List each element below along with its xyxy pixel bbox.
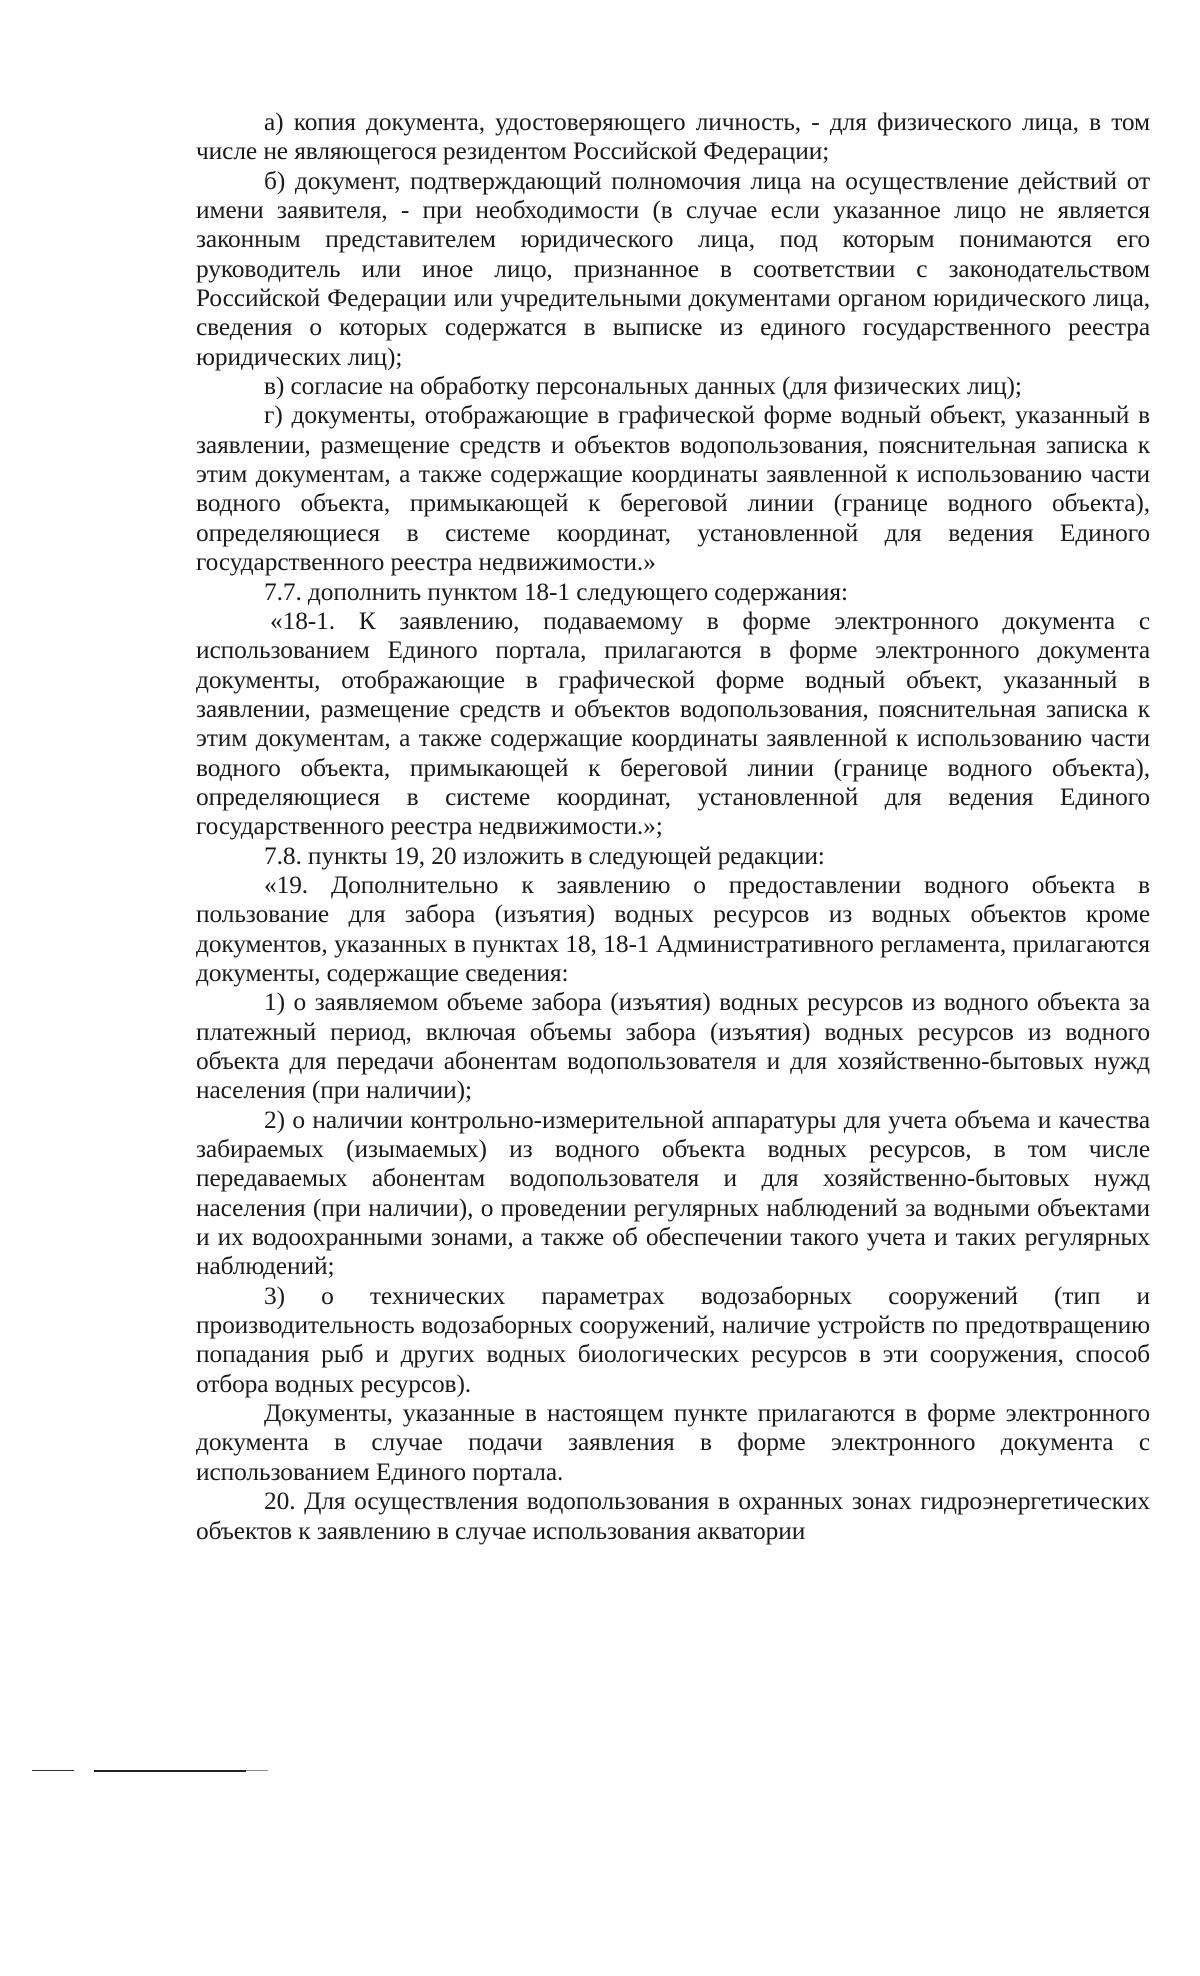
footnote-separator-main [94, 1770, 246, 1772]
paragraph-20: 20. Для осуществления водопользования в охранных зонах гидроэнергетических объектов к заявлению в случае использования акватории [196, 1487, 1150, 1545]
paragraph-g: г) документы, отображающие в графической форме водный объект, указанный в заявлении, размещение средств и объектов водопользования, пояснительная записка к этим документам, а также содержащие координаты заявленной к использованию части водного объекта, примыкающей к береговой линии (границе водного объекта), определяющиеся в системе координат, установленной для ведения Единого государственного реестра недвижимости.» [196, 401, 1150, 577]
paragraph-v: в) согласие на обработку персональных данных (для физических лиц); [264, 372, 1022, 401]
footnote-separator-left [32, 1770, 74, 1771]
paragraph-19-item-3: 3) о технических параметрах водозаборных сооружений (тип и производительность водозаборных сооружений, наличие устройств по предотвращению попадания рыб и других водных биологических ресурсов в эти сооружения, способ отбора водных ресурсов). [196, 1281, 1150, 1398]
footnote-separator-tail [246, 1770, 268, 1771]
document-page [196, 108, 1150, 1546]
paragraph-18-1: «18-1. К заявлению, подаваемому в форме электронного документа с использованием Единого портала, прилагаются в форме электронного документа документы, отображающие в графической форме водный объект, указанный в заявлении, размещение средств и объектов водопользования, пояснительная записка к этим документам, а также содержащие координаты заявленной к использованию части водного объекта, примыкающей к береговой линии (границе водного объекта), определяющиеся в системе координат, установленной для ведения Единого государственного реестра недвижимости.»; [196, 606, 1150, 841]
paragraph-b: б) документ, подтверждающий полномочия лица на осуществление действий от имени заявителя, - при необходимости (в случае если указанное лицо не является законным представителем юридического лица, под которым понимаются его руководитель или иное лицо, признанное в соответствии с законодательством Российской Федерации или учредительными документами органом юридического лица, сведения о которых содержатся в выписке из единого государственного реестра юридических лиц); [196, 166, 1150, 371]
paragraph-7-8: 7.8. пункты 19, 20 изложить в следующей редакции: [264, 841, 825, 870]
paragraph-documents-note: Документы, указанные в настоящем пункте прилагаются в форме электронного документа в случае подачи заявления в форме электронного документа с использованием Единого портала. [196, 1399, 1150, 1486]
paragraph-19-item-1: 1) о заявляемом объеме забора (изъятия) водных ресурсов из водного объекта за платежный период, включая объемы забора (изъятия) водных ресурсов из водного объекта для передачи абонентам водопользователя и для хозяйственно-бытовых нужд населения (при наличии); [196, 988, 1150, 1105]
paragraph-7-7: 7.7. дополнить пунктом 18-1 следующего содержания: [264, 577, 848, 606]
paragraph-19: «19. Дополнительно к заявлению о предоставлении водного объекта в пользование для забора (изъятия) водных ресурсов из водных объектов кроме документов, указанных в пунктах 18, 18-1 Административного регламента, прилагаются документы, содержащие сведения: [196, 870, 1150, 987]
paragraph-a: а) копия документа, удостоверяющего личность, - для физического лица, в том числе не являющегося резидентом Российской Федерации; [196, 108, 1150, 166]
paragraph-19-item-2: 2) о наличии контрольно-измерительной аппаратуры для учета объема и качества забираемых (изымаемых) из водного объекта водных ресурсов, в том числе передаваемых абонентам водопользователя и для хозяйственно-бытовых нужд населения (при наличии), о проведении регулярных наблюдений за водными объектами и их водоохранными зонами, а также об обеспечении такого учета и таких регулярных наблюдений; [196, 1105, 1150, 1281]
